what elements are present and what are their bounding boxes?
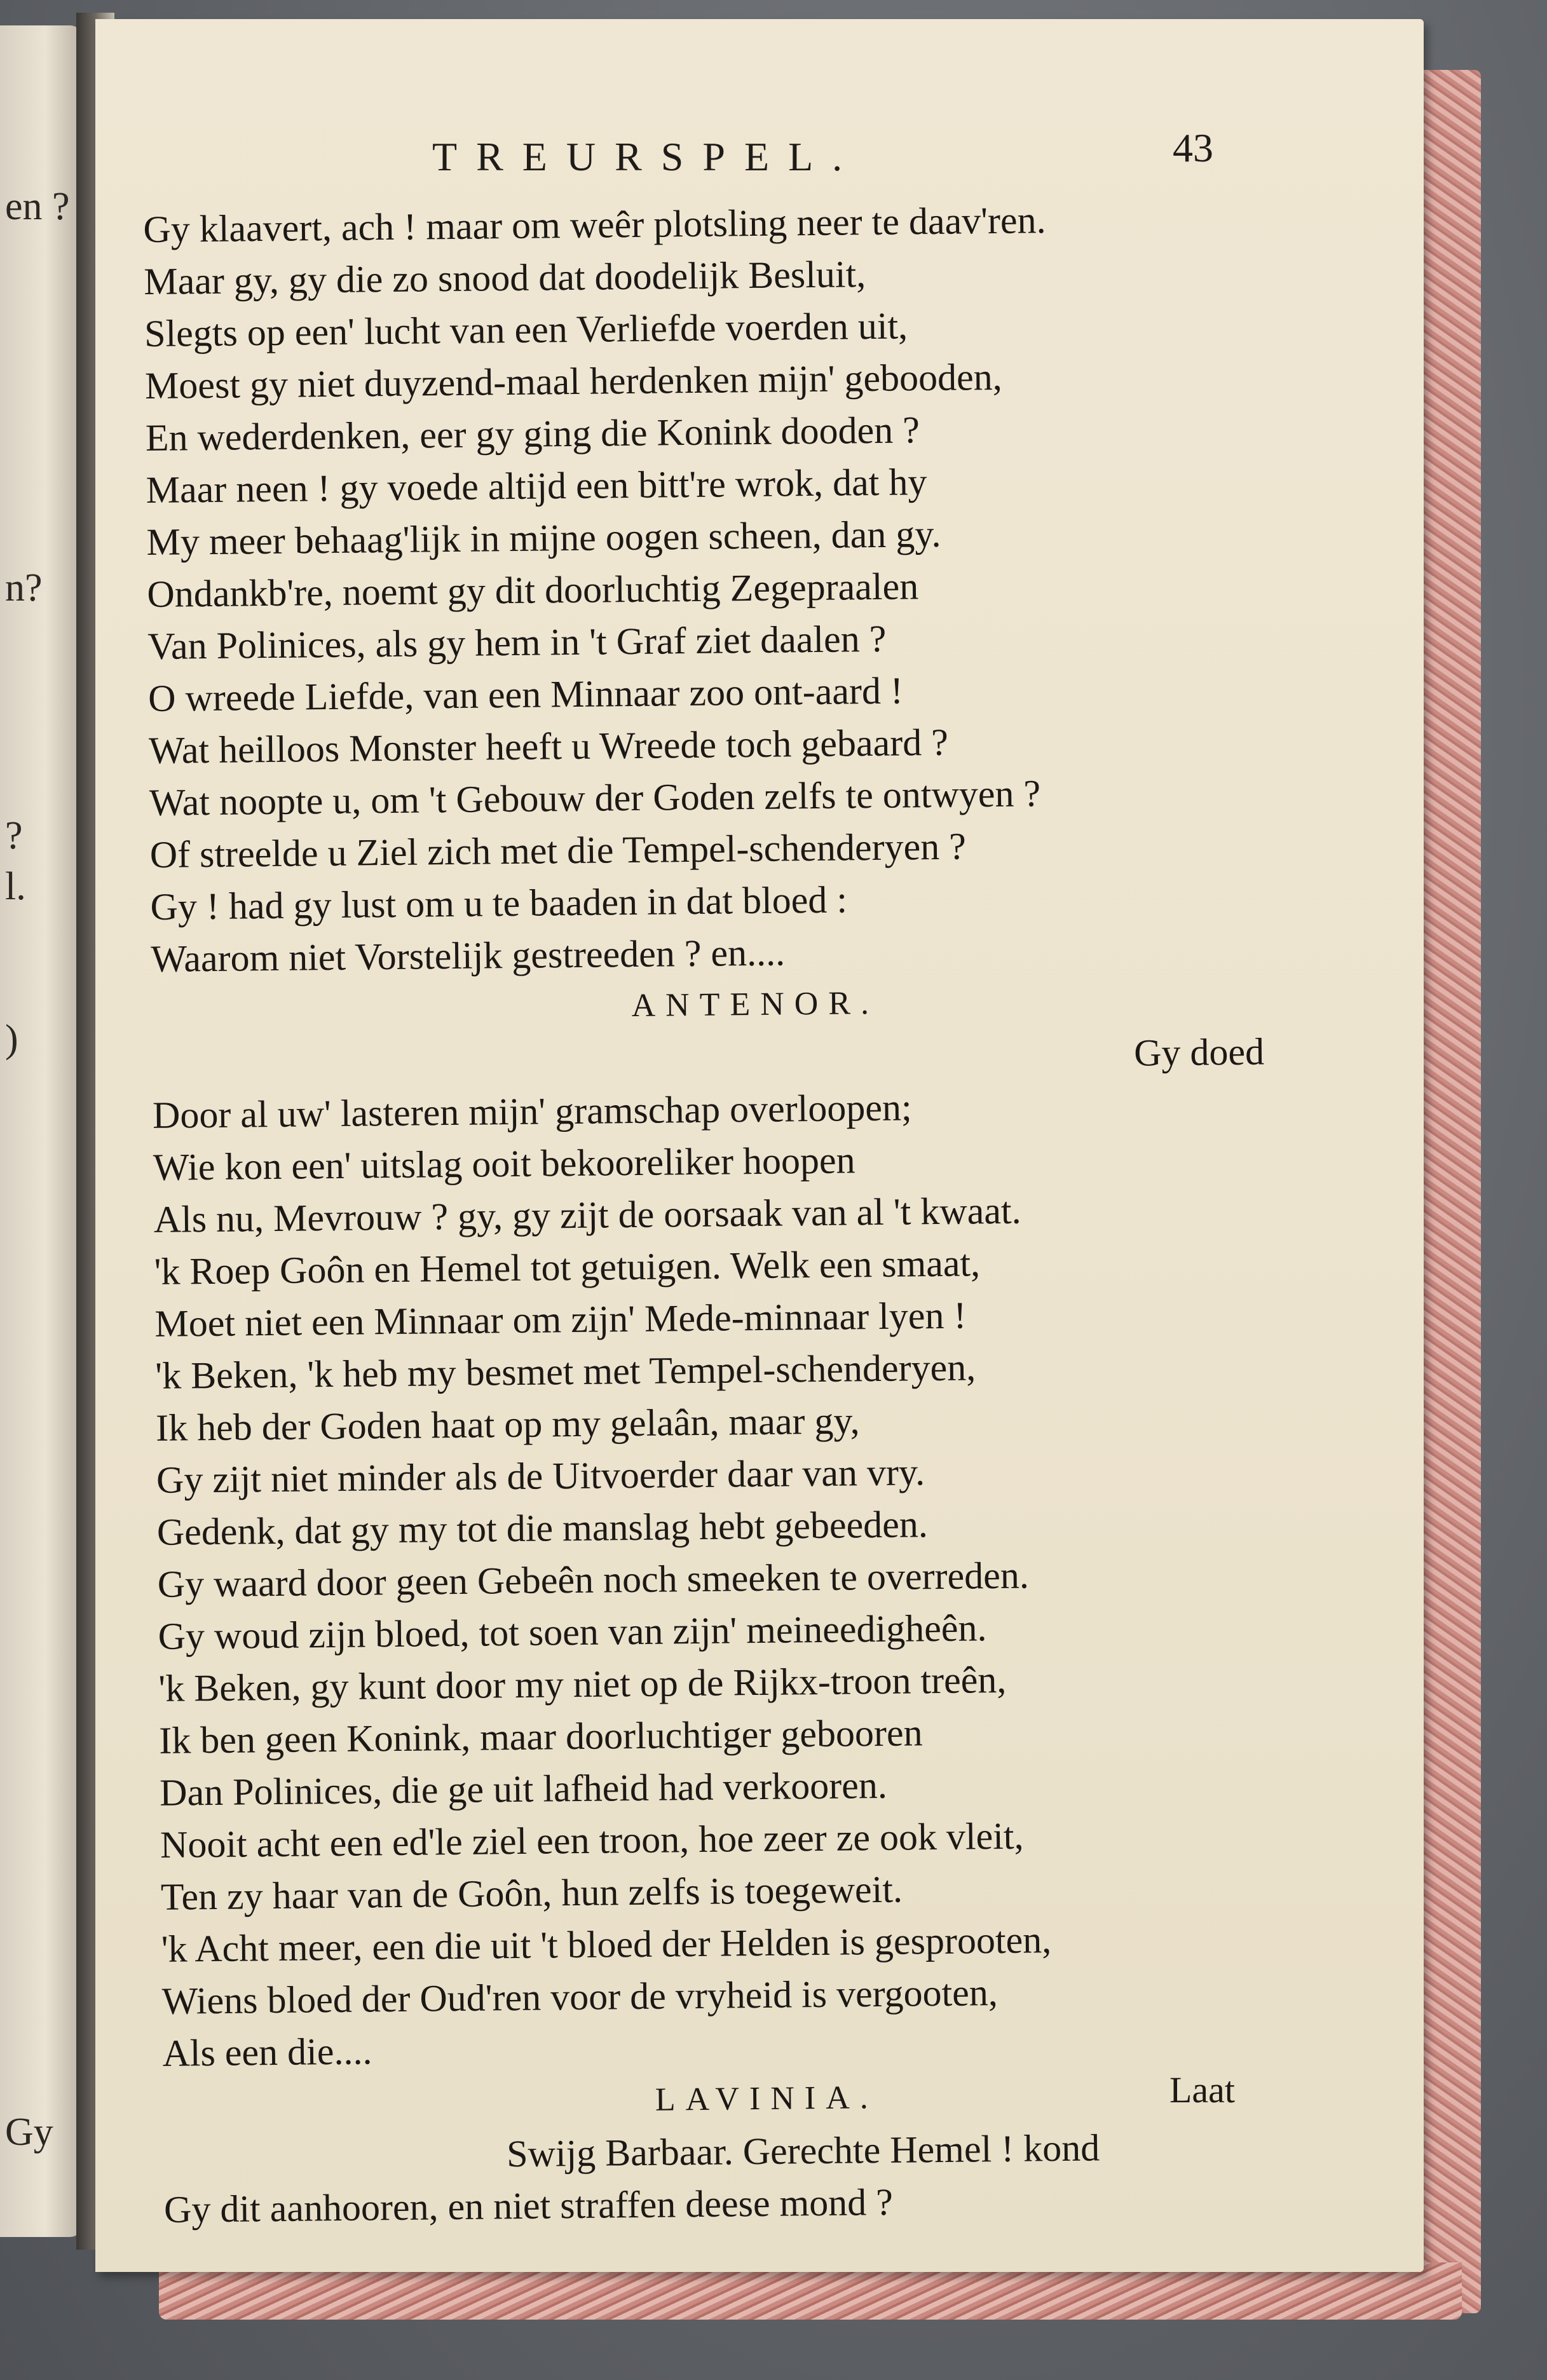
running-title: TREURSPEL. (432, 134, 862, 179)
verse-line: Van Polinices, als gy hem in 't Graf ziet daalen ? (147, 617, 887, 667)
verse-line: Nooit acht een ed'le ziel een troon, hoe zeer ze ook vleit, (160, 1814, 1024, 1866)
verse-line: Moet niet een Minnaar om zijn' Mede-minnaar lyen ! (154, 1294, 967, 1345)
verse-line: Of streelde u Ziel zich met die Tempel-schenderyen ? (149, 825, 967, 876)
verse-line: Gy doed (1133, 1030, 1265, 1074)
verse-line: Gy dit aanhooren, en niet straffen deese mond ? (163, 2180, 894, 2231)
verse-line: Door al uw' lasteren mijn' gramschap overloopen; (152, 1086, 912, 1136)
verse-line: Als nu, Mevrouw ? gy, gy zijt de oorsaak van al 't kwaat. (153, 1189, 1021, 1241)
catchword: Laat (1169, 2069, 1236, 2111)
speaker-heading-lavinia: LAVINIA. (655, 2079, 879, 2118)
verse-line: Gy waard door geen Gebeên noch smeeken te overreden. (157, 1554, 1030, 1605)
left-page-fragment: l. (5, 865, 26, 908)
page-number: 43 (1173, 125, 1213, 170)
verse-line: 'k Beken, 'k heb my besmet met Tempel-schenderyen, (154, 1346, 976, 1397)
verse-line: 'k Roep Goôn en Hemel tot getuigen. Welk een smaat, (154, 1242, 981, 1293)
left-page-fragment: Gy (5, 2111, 53, 2154)
verse-line: Slegts op een' lucht van een Verliefde voerden uit, (144, 304, 908, 355)
verse-line: Maar neen ! gy voede altijd een bitt're wrok, dat hy (146, 461, 927, 511)
speaker-heading-antenor: ANTENOR. (631, 984, 880, 1024)
left-page-fragment: en ? (5, 185, 70, 228)
verse-line: Wiens bloed der Oud'ren voor de vryheid is vergooten, (161, 1971, 998, 2022)
verse-line: Ten zy haar van de Goôn, hun zelfs is toegeweit. (160, 1868, 903, 1918)
verse-line: Wat noopte u, om 't Gebouw der Goden zelfs te ontwyen ? (149, 772, 1041, 824)
verse-line: Ik ben geen Konink, maar doorluchtiger gebooren (158, 1711, 923, 1762)
verse-line: Gy klaavert, ach ! maar om weêr plotsling neer te daav'ren. (143, 199, 1046, 250)
verse-line: Ondankb're, noemt gy dit doorluchtig Zegepraalen (147, 565, 919, 615)
verse-line: Wie kon een' uitslag ooit bekooreliker hoopen (153, 1139, 855, 1188)
verse-line: Gy zijt niet minder als de Uitvoerder daar van vry. (156, 1451, 925, 1501)
verse-line: My meer behaag'lijk in mijne oogen scheen, dan gy. (146, 512, 941, 563)
verse-line: 'k Acht meer, een die uit 't bloed der Helden is gesprooten, (161, 1919, 1052, 1970)
verse-line: Gy woud zijn bloed, tot soen van zijn' meineedigheên. (158, 1607, 987, 1657)
verse-line: Gedenk, dat gy my tot die manslag hebt gebeeden. (156, 1503, 929, 1553)
verse-line: 'k Beken, gy kunt door my niet op de Rijkx-troon treên, (158, 1658, 1007, 1710)
verse-line: Als een die.... (162, 2030, 372, 2074)
left-page-fragment: ) (5, 1017, 18, 1061)
verse-line: Maar gy, gy die zo snood dat doodelijk Besluit, (143, 253, 866, 303)
verse-line: Ik heb der Goden haat op my gelaân, maar gy, (155, 1399, 860, 1449)
verse-line: Dan Polinices, die ge uit lafheid had verkooren. (159, 1764, 888, 1814)
verse-line: En wederdenken, eer gy ging die Konink dooden ? (145, 409, 920, 459)
verse-line: Swijg Barbaar. Gerechte Hemel ! kond (506, 2126, 1100, 2175)
verse-line: Moest gy niet duyzend-maal herdenken mijn' gebooden, (144, 355, 1003, 407)
verse-line: O wreede Liefde, van een Minnaar zoo ont-aard ! (147, 669, 904, 719)
left-page-fragment: ? (5, 814, 23, 857)
page-header (95, 125, 1424, 191)
verse-line: Gy ! had gy lust om u te baaden in dat bloed : (150, 878, 848, 928)
verse-text (143, 191, 1372, 2236)
left-page-edge (0, 25, 83, 2237)
left-page-fragment: n? (5, 566, 43, 609)
verse-line: Waarom niet Vorstelijk gestreeden ? en.... (151, 931, 786, 980)
verse-line: Wat heilloos Monster heeft u Wreede toch gebaard ? (148, 721, 949, 772)
book-page (95, 19, 1424, 2272)
